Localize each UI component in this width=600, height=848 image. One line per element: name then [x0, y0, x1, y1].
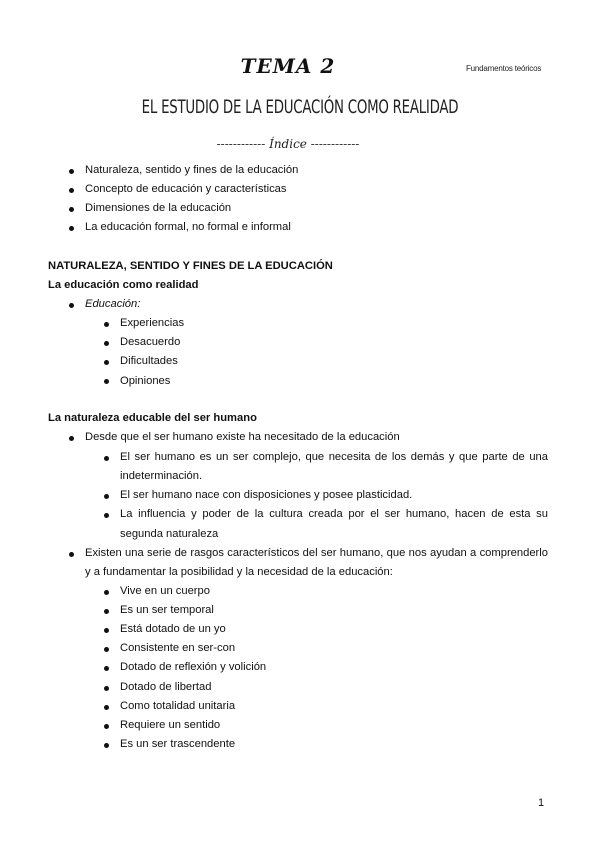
- list-item-line: La influencia y poder de la cultura creada por el ser humano, hacen de esta su: [120, 508, 548, 520]
- list-item: Dotado de libertad: [120, 681, 212, 693]
- bullet-icon: [104, 609, 109, 614]
- bullet-icon: [104, 724, 109, 729]
- bullet-icon: [104, 705, 109, 710]
- section-subheading: La naturaleza educable del ser humano: [48, 412, 257, 424]
- list-item: Requiere un sentido: [120, 719, 221, 731]
- bullet-icon: [104, 360, 109, 365]
- bullet-icon: [104, 322, 109, 327]
- section-subheading: La educación como realidad: [48, 279, 199, 291]
- bullet-icon: [104, 513, 109, 518]
- list-item: Consistente en ser-con: [120, 642, 236, 654]
- bullet-icon: [69, 436, 74, 441]
- bullet-icon: [104, 686, 109, 691]
- bullet-icon: [69, 169, 74, 174]
- bullet-icon: [69, 226, 74, 231]
- list-item: El ser humano nace con disposiciones y posee plasticidad.: [120, 489, 413, 501]
- section-heading: NATURALEZA, SENTIDO Y FINES DE LA EDUCACIÓN: [48, 260, 333, 272]
- bullet-icon: [69, 207, 74, 212]
- bullet-icon: [104, 494, 109, 499]
- bullet-icon: [69, 303, 74, 308]
- bullet-icon: [104, 628, 109, 633]
- list-item: Es un ser temporal: [120, 604, 214, 616]
- list-item: Es un ser trascendente: [120, 738, 236, 750]
- list-item: Concepto de educación y características: [85, 183, 287, 195]
- bullet-icon: [104, 379, 109, 384]
- list-item: Como totalidad unitaria: [120, 700, 236, 712]
- subject-label: Fundamentos teóricos: [466, 64, 542, 73]
- list-item-line: indeterminación.: [120, 470, 203, 482]
- bullet-icon: [69, 552, 74, 557]
- list-item-line: y a fundamentar la posibilidad y la necesidad de la educación:: [85, 566, 393, 578]
- bullet-icon: [104, 647, 109, 652]
- list-item-line: segunda naturaleza: [120, 528, 219, 540]
- list-item-line: El ser humano es un ser complejo, que necesita de los demás y que parte de una: [120, 451, 548, 463]
- topic-number: TEMA 2: [240, 54, 336, 78]
- page-title: EL ESTUDIO DE LA EDUCACIÓN COMO REALIDAD: [141, 96, 459, 118]
- list-item: Está dotado de un yo: [120, 623, 226, 635]
- list-item: Dimensiones de la educación: [85, 202, 232, 214]
- bullet-icon: [104, 456, 109, 461]
- list-item: Educación:: [85, 298, 141, 310]
- bullet-icon: [104, 743, 109, 748]
- bullet-icon: [104, 666, 109, 671]
- list-item: Naturaleza, sentido y fines de la educación: [85, 164, 299, 176]
- list-item: Dificultades: [120, 355, 178, 367]
- bullet-icon: [69, 188, 74, 193]
- list-item: Desacuerdo: [120, 336, 181, 348]
- bullet-icon: [104, 341, 109, 346]
- list-item: Dotado de reflexión y volición: [120, 661, 267, 673]
- list-item: Vive en un cuerpo: [120, 585, 210, 597]
- bullet-icon: [104, 590, 109, 595]
- list-item: Desde que el ser humano existe ha necesitado de la educación: [85, 431, 400, 443]
- list-item: La educación formal, no formal e informal: [85, 221, 291, 233]
- index-heading: ------------ Índice ------------: [216, 137, 360, 151]
- list-item: Opiniones: [120, 375, 171, 387]
- list-item: Experiencias: [120, 317, 185, 329]
- list-item-line: Existen una serie de rasgos característicos del ser humano, que nos ayudan a comprenderlo: [85, 547, 548, 559]
- page-number: 1: [538, 797, 545, 809]
